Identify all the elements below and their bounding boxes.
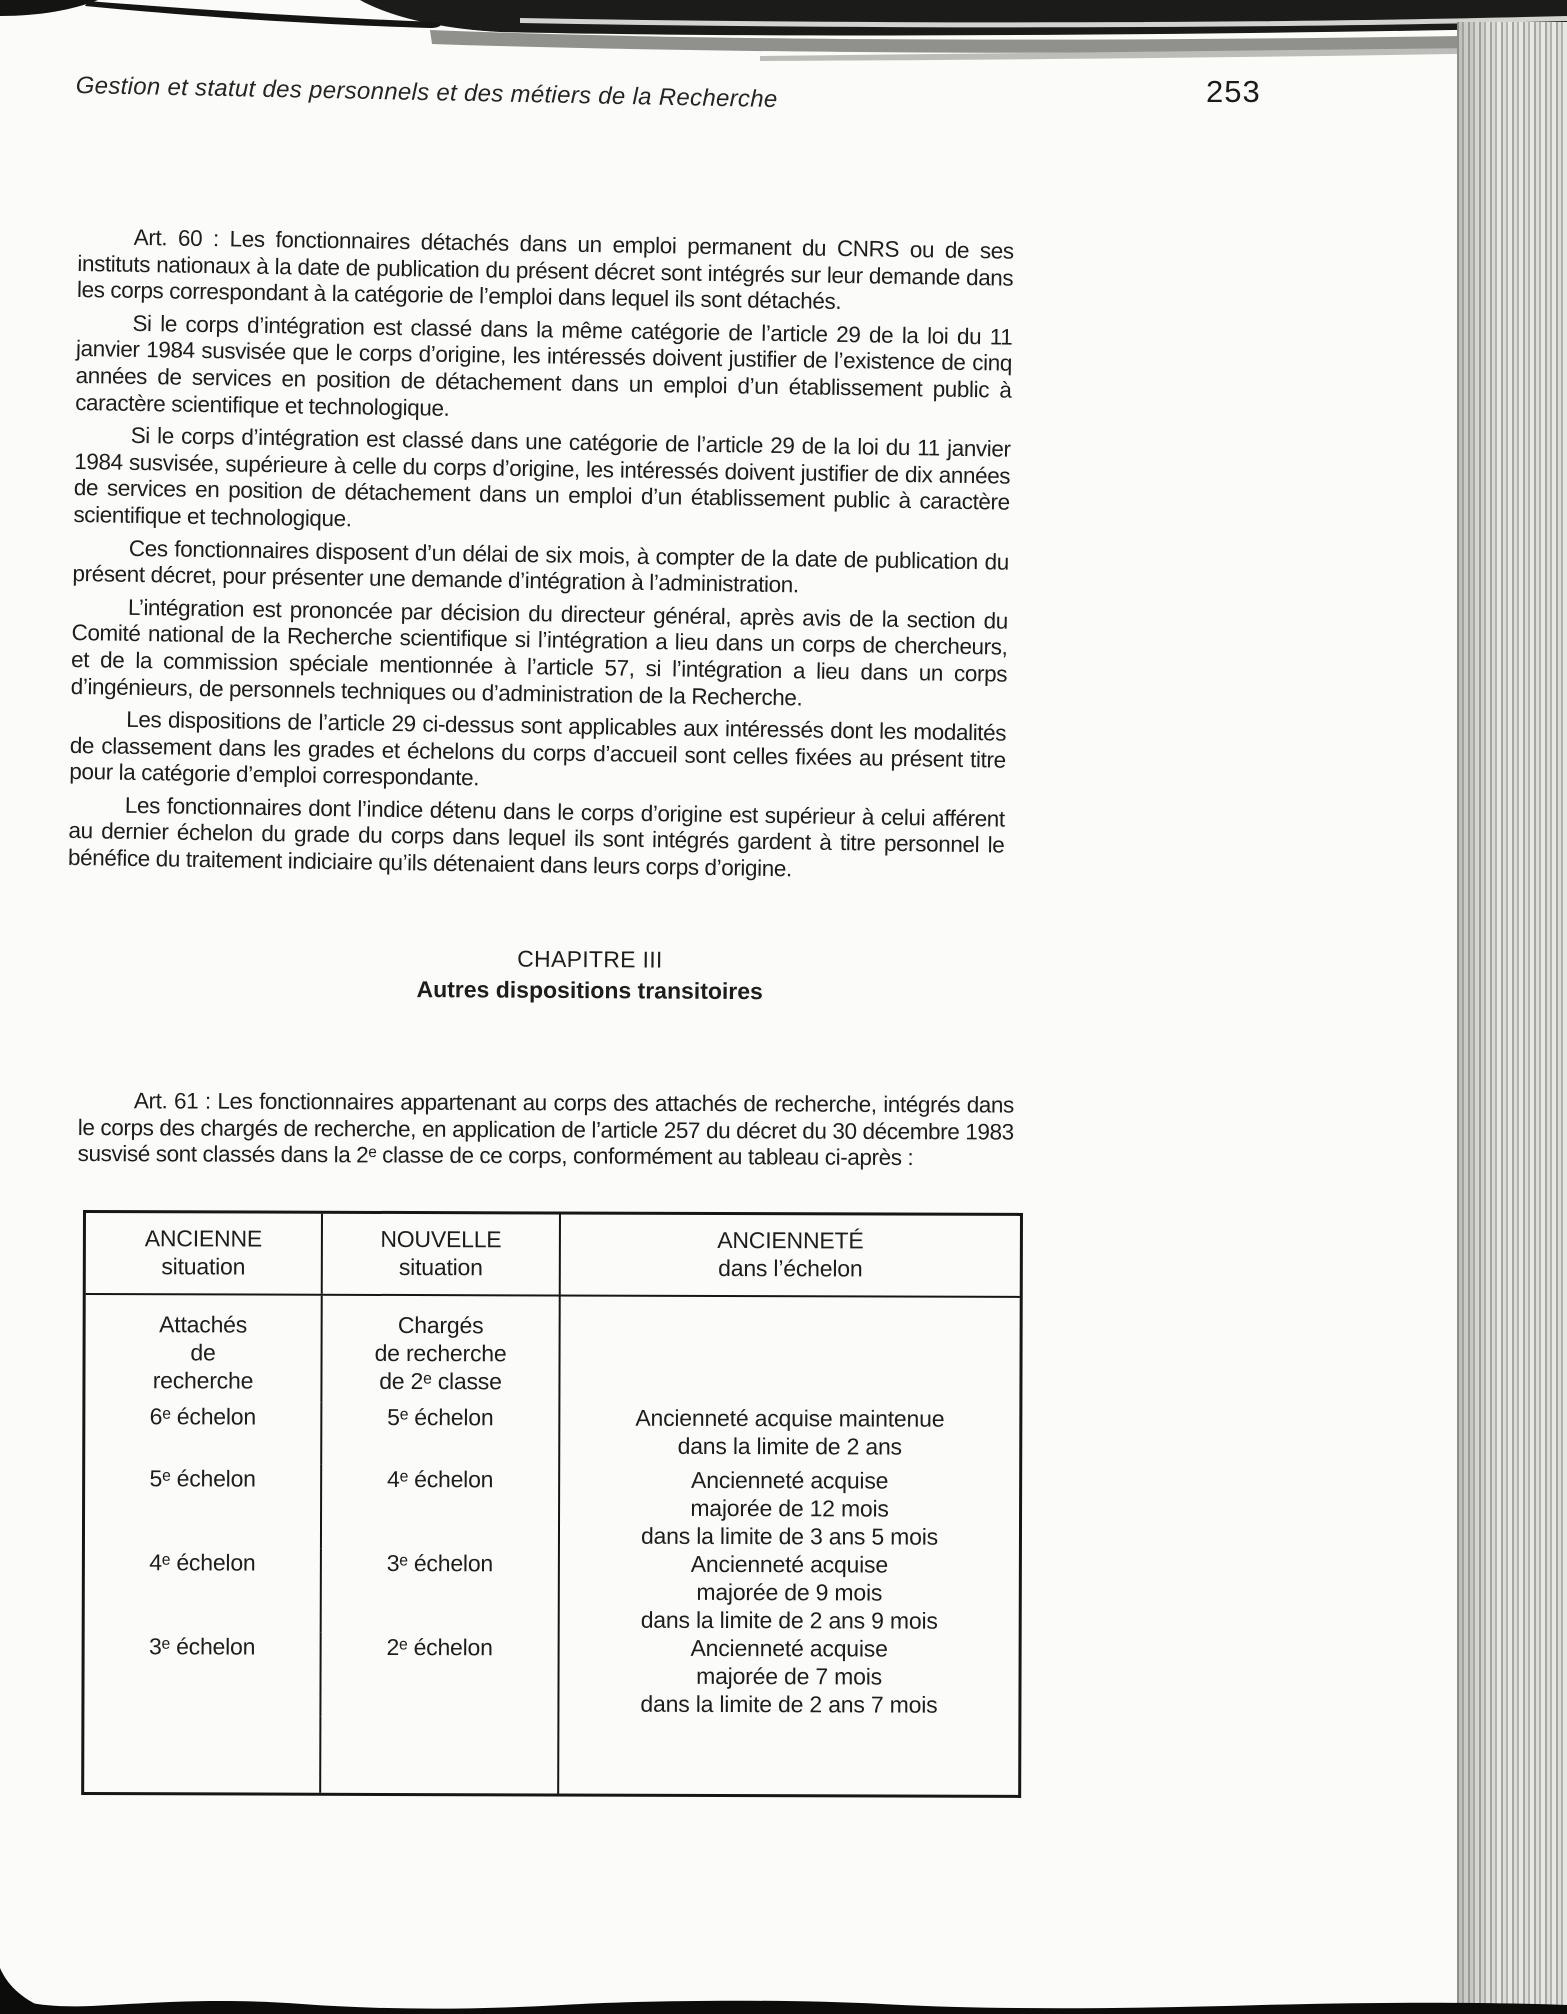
table-header-new-situation (323, 1214, 561, 1295)
chapter-subtitle: Autres dispositions transitoires (416, 976, 763, 1005)
header-line: ANCIENNE (144, 1225, 263, 1252)
article-61-paragraph: Art. 61 : Les fonctionnaires appartenant au corps des attachés de recherche, intégrés dans le corps des chargés de recherche, en application de l’article 257 du décret du 30 décembre 1983 susvisé sont classés dans la 2ᵉ classe de ce corps, conformément au tableau ci-après : (77, 1088, 1014, 1171)
seniority-cell: Ancienneté acquise majorée de 12 mois dans la limite de 3 ans 5 mois (640, 1466, 939, 1550)
group-new-corps: Chargés de recherche de 2ᵉ classe (322, 1296, 560, 1404)
header-line: ANCIENNETÉ (717, 1226, 864, 1254)
seniority-cell: Ancienneté acquise maintenue dans la limite de 2 ans (635, 1404, 945, 1460)
scan-shadow-bottom (0, 1968, 1567, 2014)
page-edge-stripes (1457, 22, 1567, 2014)
article-60 (68, 224, 1014, 892)
table-row (85, 1464, 1019, 1551)
new-echelon: 2ᵉ échelon (321, 1633, 559, 1718)
article-60-paragraph-1: Art. 60 : Les fonctionnaires détachés dans un emploi permanent du CNRS ou de ses instituts nationaux à la date de publication du présent décret sont intégrés sur leur demande dans les corps correspondant à la catégorie de l’emploi dans lequel ils sont détachés. (76, 224, 1014, 315)
chapter-heading-block (78, 942, 1014, 1007)
new-echelon: 3ᵉ échelon (322, 1549, 560, 1634)
article-60-paragraph-3: Si le corps d’intégration est classé dans une catégorie de l’article 29 de la loi du 11 janvier 1984 susvisée, supérieure à celle du corps d’origine, les intéressés doivent justifier de dix années de services en position de détachement dans un emploi d’un établissement public à caractère scientifique et technologique. (73, 423, 1011, 532)
table-row (85, 1402, 1019, 1467)
header-line: NOUVELLE (380, 1225, 502, 1253)
header-line: situation (398, 1253, 483, 1281)
article-60-paragraph-4: Ces fonctionnaires disposent d’un délai de six mois, à compter de la date de publication du présent décret, pour présenter une demande d’intégration à l’administration. (72, 535, 1010, 598)
table-bottom-spacer (84, 1716, 1018, 1795)
scan-shadow-top (0, 0, 1567, 80)
article-60-paragraph-6: Les dispositions de l’article 29 ci-dessus sont applicables aux intéressés dont les modalités de classement dans les grades et échelons du corps d’accueil sont celles fixées au présent titre pour la catégorie d’emploi correspondante. (69, 706, 1007, 791)
classification-table (81, 1210, 1023, 1798)
running-header-title: Gestion et statut des personnels et des métiers de la Recherche (75, 72, 778, 114)
old-echelon: 4ᵉ échelon (85, 1548, 322, 1633)
table-row (84, 1632, 1018, 1719)
article-60-paragraph-7: Les fonctionnaires dont l’indice détenu dans le corps d’origine est supérieur à celui afférent au dernier échelon du grade du corps dans lequel ils sont intégrés gardent à titre personnel le bénéfice du traitement indiciaire qu’ils détenaient dans leurs corps d’origine. (67, 792, 1005, 882)
article-60-paragraph-2: Si le corps d’intégration est classé dans la même catégorie de l’article 29 de la loi du 11 janvier 1984 susvisée que le corps d’origine, les intéressés doivent justifier de l’existence de cinq années de services en position de détachement dans un emploi d’un établissement public à caractère scientifique et technologique. (75, 310, 1013, 421)
table-header-row (86, 1213, 1020, 1298)
old-echelon: 6ᵉ échelon (85, 1402, 322, 1465)
article-60-paragraph-5: L’intégration est prononcée par décision du directeur général, après avis de la section du Comité national de la Recherche scientifique si l’intégration a lieu dans un corps de chercheurs, et de la commission spéciale mentionnée à l’article 57, si l’intégration a lieu dans un corps d’ingénieurs, de personnels techniques ou d’administration de la Recherche. (70, 594, 1009, 710)
seniority-cell: Ancienneté acquise majorée de 7 mois dans la limite de 2 ans 7 mois (640, 1634, 938, 1718)
chapter-title: CHAPITRE III (517, 945, 663, 973)
group-seniority-empty (560, 1297, 1019, 1405)
page-number: 253 (1206, 74, 1261, 109)
header-line: situation (161, 1253, 246, 1280)
table-header-old-situation (86, 1213, 323, 1294)
old-echelon: 3ᵉ échelon (84, 1632, 321, 1717)
article-61 (78, 1088, 1014, 1178)
table-header-seniority (561, 1215, 1020, 1296)
new-echelon: 5ᵉ échelon (322, 1403, 560, 1466)
table-group-row (85, 1295, 1019, 1405)
old-echelon: 5ᵉ échelon (85, 1464, 322, 1549)
new-echelon: 4ᵉ échelon (322, 1465, 560, 1550)
seniority-cell: Ancienneté acquise majorée de 9 mois dans la limite de 2 ans 9 mois (640, 1550, 938, 1634)
table-row (85, 1548, 1019, 1635)
group-old-corps: Attachés de recherche (85, 1295, 322, 1403)
header-line: dans l’échelon (718, 1254, 863, 1282)
